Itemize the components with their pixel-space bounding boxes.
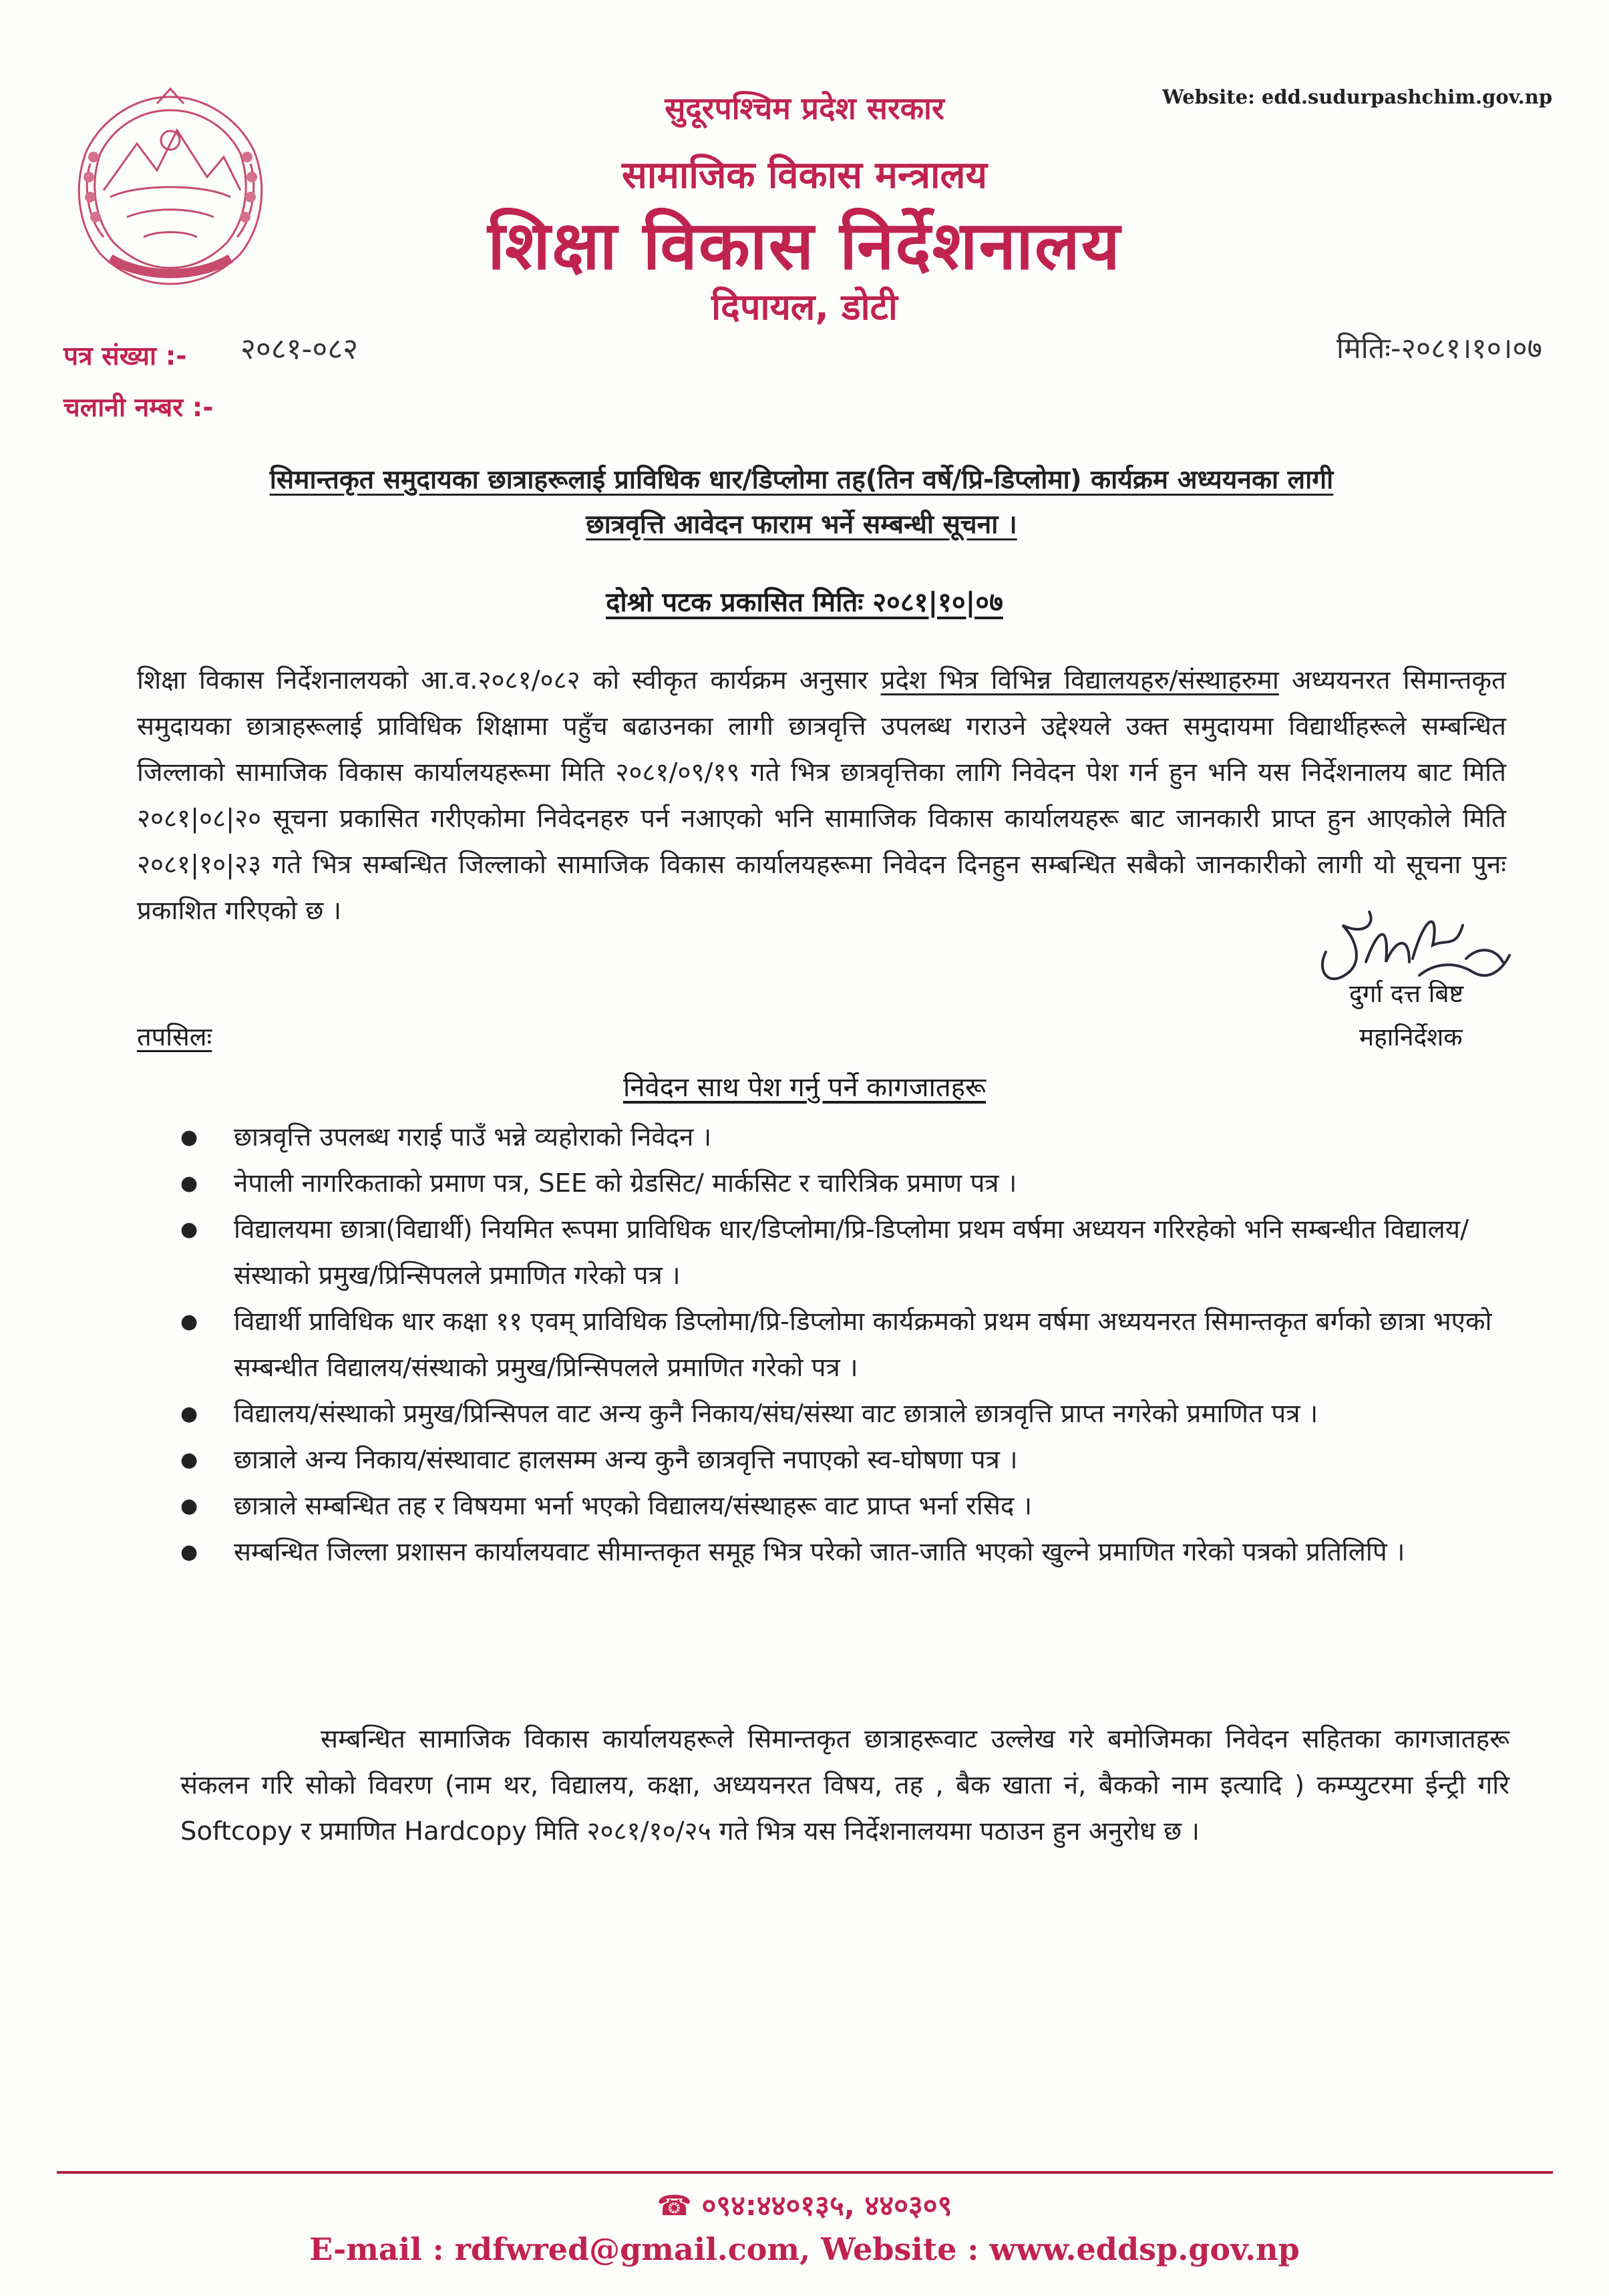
subject-line-2-text: छात्रवृत्ति आवेदन फाराम भर्ने सम्बन्धी सूचना ।: [586, 510, 1017, 540]
bullet-icon: ●: [180, 1540, 198, 1564]
list-item-text: छात्रवृत्ति उपलब्ध गराई पाउँ भन्ने व्यहोराको निवेदन ।: [234, 1122, 712, 1152]
list-item-text: विद्यार्थी प्राविधिक धार कक्षा ११ एवम् प्राविधिक डिप्लोमा/प्रि-डिप्लोमा कार्यक्रमको प्रथम वर्षमा अध्ययनरत सिमान्तकृत बर्गको छात्रा भएको सम्बन्धीत विद्यालय/संस्थाको प्रमुख/प्रिन्सिपलले प्रमाणित गरेको पत्र ।: [234, 1307, 1492, 1383]
footer-phone: ☎ ०९४:४४०१३५, ४४०३०९: [657, 2189, 952, 2222]
list-item-text: छात्राले सम्बन्धित तह र विषयमा भर्ना भएको विद्यालय/संस्थाहरू वाट प्राप्त भर्ना रसिद ।: [234, 1491, 1033, 1521]
list-item-text: विद्यालय/संस्थाको प्रमुख/प्रिन्सिपल वाट अन्य कुनै निकाय/संघ/संस्था वाट छात्राले छात्रवृत्ति प्राप्त नगरेको प्रमाणित पत्र ।: [234, 1399, 1318, 1429]
documents-list: [180, 1114, 1509, 1575]
list-item: [180, 1437, 1509, 1483]
dispatch-number-label: चलानी नम्बर :-: [63, 393, 214, 423]
subject-line-1-text: सिमान्तकृत समुदायका छात्राहरूलाई प्राविधिक धार/डिप्लोमा तह(तिन वर्षे/प्रि-डिप्लोमा) कार्यक्रम अध्ययनका लागी: [269, 465, 1334, 495]
details-label: तपसिलः: [137, 1022, 212, 1051]
list-item: [180, 1299, 1509, 1391]
date-value: २०८१।१०।०७: [1401, 332, 1542, 365]
province-government: सुदूरपश्चिम प्रदेश सरकार: [665, 90, 944, 126]
list-item: [180, 1391, 1509, 1437]
body-part-2: अध्ययनरत सिमान्तकृत समुदायका छात्राहरूलाई प्राविधिक शिक्षामा पहुँच बढाउनका लागी छात्रवृत्ति उपलब्ध गराउने उद्देश्यले उक्त समुदायमा विद्यार्थीहरूले सम्बन्धित जिल्लाको सामाजिक विकास कार्यालयहरूमा मिति २०८१/०९/१९ गते भित्र छात्रवृत्तिका लागि निवेदन पेश गर्न हुन भनि यस निर्देशनालय बाट मिति २०८१|०८|२० सूचना प्रकासित गरीएकोमा निवेदनहरु पर्न नआएको भनि सामाजिक विकास कार्यालयहरू बाट जानकारी प्राप्त हुन आएकोले मिति २०८१|१०|२३ गते भित्र सम्बन्धित जिल्लाको सामाजिक विकास कार्यालयहरूमा निवेदन दिनहुन सम्बन्धित सबैको जानकारीको लागी यो सूचना पुनः प्रकाशित गरिएको छ ।: [137, 665, 1506, 926]
list-item-text: छात्राले अन्य निकाय/संस्थावाट हालसम्म अन्य कुनै छात्रवृत्ति नपाएको स्व-घोषणा पत्र ।: [234, 1445, 1018, 1475]
signatory-title: महानिर्देशक: [1359, 1023, 1463, 1051]
list-item: [180, 1529, 1509, 1575]
list-item: [180, 1114, 1509, 1160]
list-item-text: नेपाली नागरिकताको प्रमाण पत्र, SEE को ग्रेडसिट/ मार्कसिट र चारित्रिक प्रमाण पत्र ।: [234, 1168, 1017, 1198]
list-item: [180, 1483, 1509, 1529]
documents-heading: [0, 1068, 1609, 1104]
body-part-1: शिक्षा विकास निर्देशनालयको आ.व.२०८१/०८२ को स्वीकृत कार्यक्रम अनुसार: [137, 665, 881, 695]
list-item-text: सम्बन्धित जिल्ला प्रशासन कार्यालयवाट सीमान्तकृत समूह भित्र परेको जात-जाति भएको खुल्ने प्रमाणित गरेको पत्रको प्रतिलिपि ।: [234, 1537, 1405, 1567]
bullet-icon: ●: [180, 1448, 198, 1472]
bullet-icon: ●: [180, 1218, 198, 1241]
date-label: मितिः-: [1336, 332, 1401, 365]
office-address: दिपायल, डोटी: [711, 286, 898, 328]
subject-line-2: [147, 506, 1456, 541]
signatory-name: दुर्गा दत्त बिष्ट: [1349, 979, 1464, 1008]
list-item: [180, 1160, 1509, 1206]
body-paragraph: [137, 657, 1506, 934]
letter-date: [1336, 327, 1542, 367]
footer-divider: [57, 2171, 1553, 2174]
list-item-text: विद्यालयमा छात्रा(विद्यार्थी) नियमित रूपमा प्राविधिक धार/डिप्लोमा/प्रि-डिप्लोमा प्रथम वर्षमा अध्ययन गरिरहेको भनि सम्बन्धीत विद्यालय/संस्थाको प्रमुख/प्रिन्सिपलले प्रमाणित गरेको पत्र ।: [234, 1214, 1469, 1291]
bullet-icon: ●: [180, 1310, 198, 1333]
letter-number-value: २०८१-०८२: [240, 332, 359, 366]
republished-date-text: दोश्रो पटक प्रकासित मितिः २०८१|१०|०७: [606, 587, 1003, 618]
ministry-name: सामाजिक विकास मन्त्रालय: [622, 154, 987, 197]
subject-line-1: [147, 461, 1456, 496]
documents-heading-text: निवेदन साथ पेश गर्नु पर्ने कागजातहरू: [622, 1072, 987, 1103]
list-item: [180, 1206, 1509, 1299]
bullet-icon: ●: [180, 1126, 198, 1149]
body-underlined-phrase: प्रदेश भित्र विभिन्न विद्यालयहरु/संस्थाहरुमा: [880, 665, 1279, 695]
closing-paragraph: सम्बन्धित सामाजिक विकास कार्यालयहरूले सिमान्तकृत छात्राहरूवाट उल्लेख गरे बमोजिमका निवेदन सहितका कागजातहरू संकलन गरि सोको विवरण (नाम थर, विद्यालय, कक्षा, अध्ययनरत विषय, तह , बैक खाता नं, बैकको नाम इत्यादि ) कम्प्युटरमा ईन्ट्री गरि Softcopy र प्रमाणित Hardcopy मिति २०८१/१०/२५ गते भित्र यस निर्देशनालयमा पठाउन हुन अनुरोध छ ।: [180, 1724, 1509, 1846]
footer-contact: E-mail : rdfwred@gmail.com, Website : www.eddsp.gov.np: [309, 2231, 1300, 2267]
bullet-icon: ●: [180, 1402, 198, 1426]
website-top: Website: edd.sudurpashchim.gov.np: [1162, 86, 1553, 108]
directorate-name: शिक्षा विकास निर्देशनालय: [488, 206, 1121, 285]
bullet-icon: ●: [180, 1494, 198, 1518]
republished-date: [0, 583, 1609, 619]
bullet-icon: ●: [180, 1172, 198, 1195]
letter-number-label: पत्र संख्या :-: [63, 341, 187, 371]
